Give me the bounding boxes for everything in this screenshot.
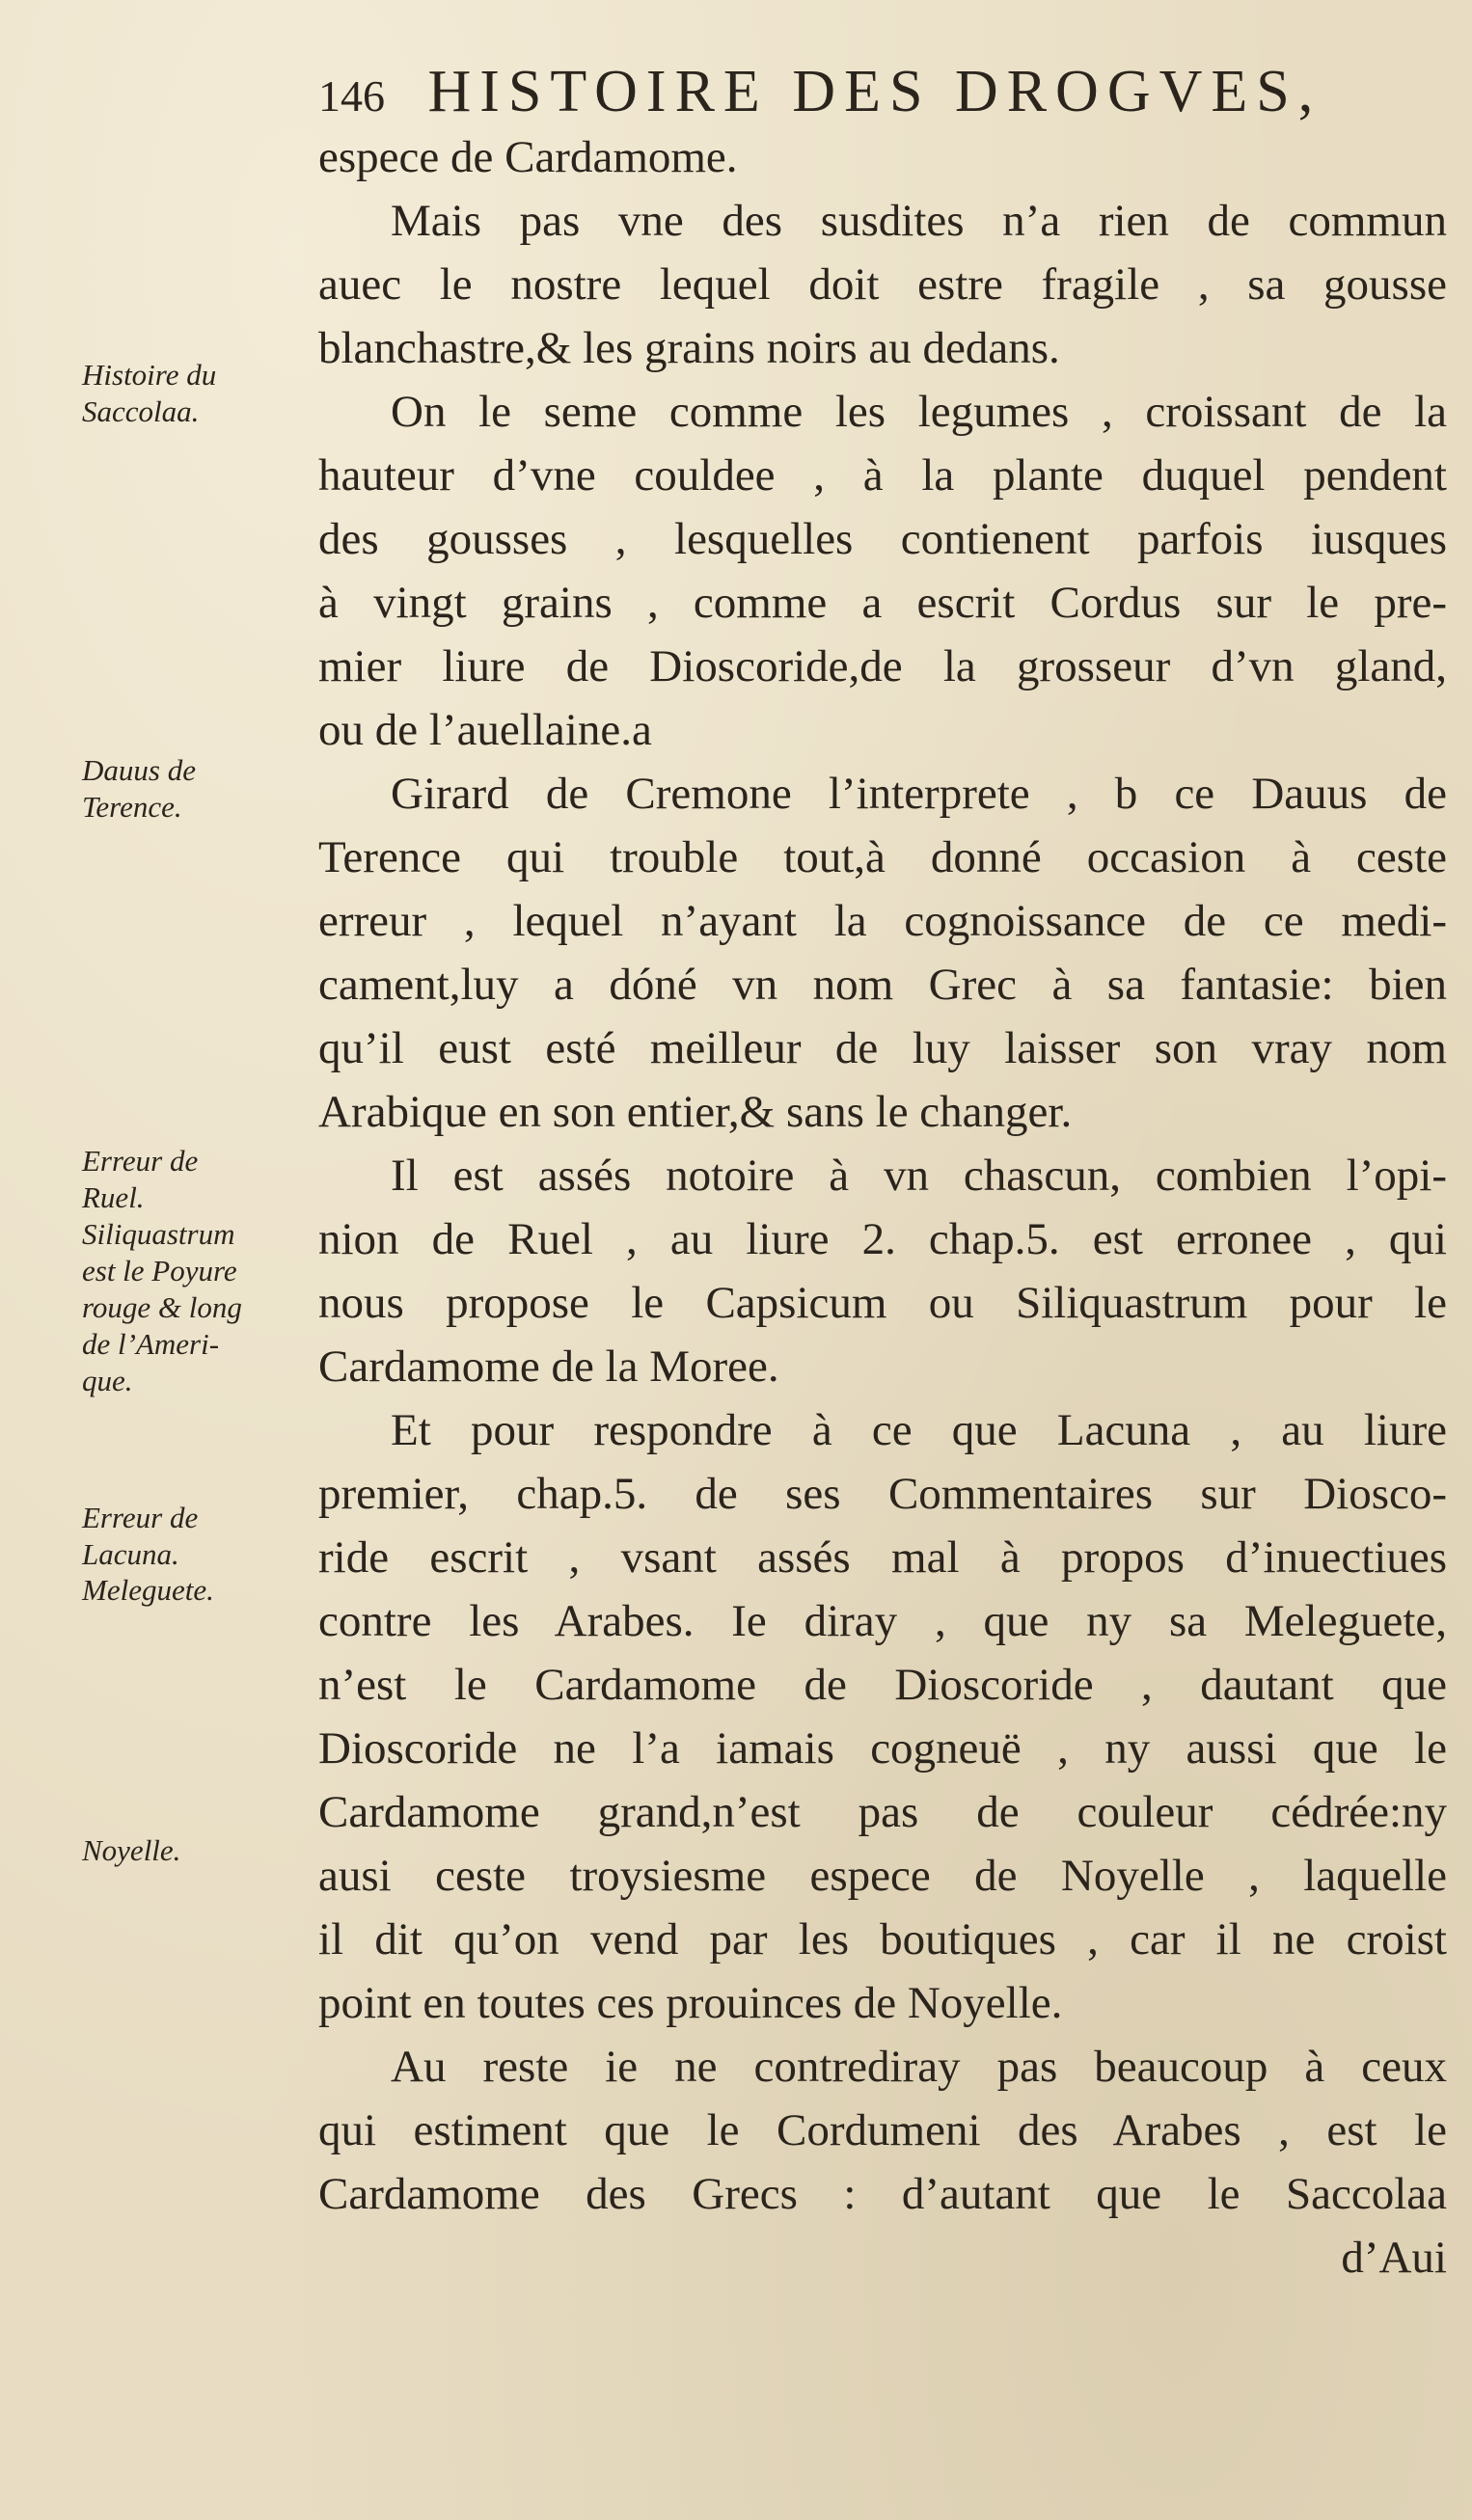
- text-line: blanchastre,& les grains noirs au dedans.: [318, 323, 1060, 373]
- text-line: nion de Ruel , au liure 2. chap.5. est erronee , qui: [318, 1214, 1447, 1264]
- margin-note-line: Terence.: [82, 790, 182, 824]
- margin-note: [82, 752, 333, 826]
- margin-note: [82, 1143, 333, 1399]
- text-line: auec le nostre lequel doit estre fragile , sa gousse: [318, 259, 1447, 310]
- text-line: d’Aui: [1341, 2233, 1447, 2283]
- page-number: 146: [318, 71, 385, 121]
- text-line: Mais pas vne des susdites n’a rien de commun: [391, 196, 1447, 246]
- text-line: point en toutes ces prouinces de Noyelle.: [318, 1978, 1063, 2028]
- margin-note-line: Lacuna.: [82, 1537, 179, 1571]
- running-title: HISTOIRE DES DROGVES,: [427, 59, 1322, 124]
- text-line: qu’il eust esté meilleur de luy laisser son vray nom: [318, 1023, 1447, 1073]
- margin-note-line: Erreur de: [82, 1501, 199, 1534]
- text-line: On le seme comme les legumes , croissant de la: [391, 387, 1447, 437]
- text-line: Il est assés notoire à vn chascun, combien l’opi-: [391, 1151, 1447, 1201]
- margin-note-line: est le Poyure: [82, 1254, 237, 1287]
- text-line: Terence qui trouble tout,à donné occasion à ceste: [318, 832, 1447, 882]
- text-line: Arabique en son entier,& sans le changer.: [318, 1087, 1073, 1137]
- text-line: Girard de Cremone l’interprete , b ce Dauus de: [391, 769, 1447, 819]
- margin-note-line: Erreur de: [82, 1144, 199, 1178]
- text-line: des gousses , lesquelles contienent parfois iusques: [318, 514, 1447, 564]
- margin-note-line: Meleguete.: [82, 1573, 214, 1607]
- text-line: nous propose le Capsicum ou Siliquastrum pour le: [318, 1278, 1447, 1328]
- text-line: il dit qu’on vend par les boutiques , car il ne croist: [318, 1914, 1447, 1965]
- text-line: qui estiment que le Cordumeni des Arabes , est le: [318, 2105, 1447, 2155]
- text-line: contre les Arabes. Ie diray , que ny sa Meleguete,: [318, 1596, 1447, 1646]
- text-line: premier, chap.5. de ses Commentaires sur Diosco-: [318, 1469, 1447, 1519]
- margin-note-line: Histoire du: [82, 358, 217, 392]
- text-line: ride escrit , vsant assés mal à propos d’inuectiues: [318, 1532, 1447, 1583]
- text-line: ausi ceste troysiesme espece de Noyelle , laquelle: [318, 1851, 1447, 1901]
- margin-note-line: Siliquastrum: [82, 1217, 235, 1251]
- margin-note-line: Ruel.: [82, 1180, 145, 1214]
- text-line: Dioscoride ne l’a iamais cogneuë , ny aussi que le: [318, 1723, 1447, 1774]
- text-line: ou de l’auellaine.a: [318, 705, 652, 755]
- running-header: [318, 58, 1322, 126]
- main-text-block: [318, 125, 1447, 2290]
- text-line: erreur , lequel n’ayant la cognoissance de ce medi-: [318, 896, 1447, 946]
- margin-note-line: rouge & long: [82, 1290, 242, 1324]
- text-line: cament,luy a dóné vn nom Grec à sa fantasie: bien: [318, 960, 1447, 1010]
- text-line: Cardamome grand,n’est pas de couleur cédrée:ny: [318, 1787, 1447, 1837]
- margin-note-line: Saccolaa.: [82, 394, 200, 428]
- text-line: mier liure de Dioscoride,de la grosseur d’vn gland,: [318, 641, 1447, 691]
- text-line: hauteur d’vne couldee , à la plante duquel pendent: [318, 450, 1447, 501]
- text-line: n’est le Cardamome de Dioscoride , dautant que: [318, 1660, 1447, 1710]
- margin-note: [82, 357, 333, 430]
- margin-note-line: que.: [82, 1364, 133, 1397]
- text-line: Cardamome des Grecs : d’autant que le Saccolaa: [318, 2169, 1447, 2219]
- margin-note: [82, 1572, 333, 1609]
- text-line: Au reste ie ne contrediray pas beaucoup à ceux: [391, 2042, 1447, 2092]
- margin-note-line: Noyelle.: [82, 1833, 181, 1867]
- margin-note: [82, 1500, 333, 1573]
- margin-note-line: Dauus de: [82, 753, 196, 787]
- text-line: espece de Cardamome.: [318, 132, 738, 182]
- margin-note: [82, 1832, 333, 1869]
- text-line: Cardamome de la Moree.: [318, 1341, 779, 1392]
- text-line: à vingt grains , comme a escrit Cordus sur le pre-: [318, 578, 1447, 628]
- text-line: Et pour respondre à ce que Lacuna , au liure: [391, 1405, 1447, 1455]
- margin-note-line: de l’Ameri-: [82, 1327, 220, 1361]
